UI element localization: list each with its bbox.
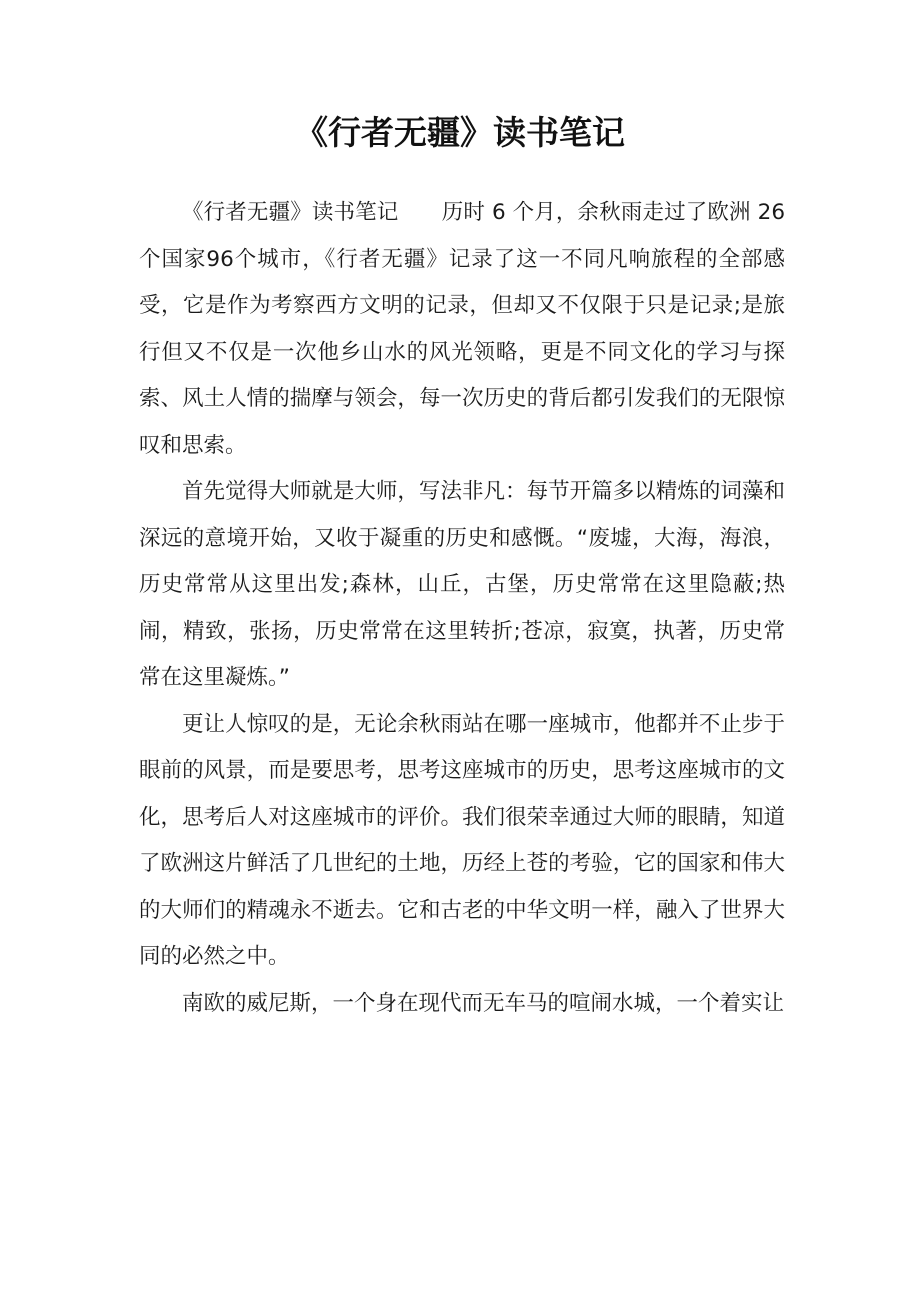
document-body	[139, 190, 792, 1027]
document-title: 《行者无疆》读书笔记	[295, 113, 625, 152]
paragraph-3: 更让人惊叹的是，无论余秋雨站在哪一座城市，他都并不止步于眼前的风景，而是要思考，思考这座城市的历史，思考这座城市的文化，思考后人对这座城市的评价。我们很荣幸通过大师的眼睛，知道了欧洲这片鲜活了几世纪的土地，历经上苍的考验，它的国家和伟大的大师们的精魂永不逝去。它和古老的中华文明一样，融入了世界大同的必然之中。	[139, 711, 785, 969]
paragraph-2: 首先觉得大师就是大师，写法非凡：每节开篇多以精炼的词藻和深远的意境开始，又收于凝重的历史和感慨。“废墟，大海，海浪，历史常常从这里出发;森林，山丘，古堡，历史常常在这里隐蔽;热闹，精致，张扬，历史常常在这里转折;苍凉，寂寞，执著，历史常常在这里凝炼。”	[139, 479, 785, 690]
paragraph-4: 南欧的威尼斯，一个身在现代而无车马的喧闹水城，一个着实让	[182, 990, 785, 1016]
paragraph-1: 《行者无疆》读书笔记 历时 6 个月，余秋雨走过了欧洲 26 个国家96个城市，《行者无疆》记录了这一不同凡响旅程的全部感受，它是作为考察西方文明的记录，但却又不仅限于只是记录;是旅行但又不仅是一次他乡山水的风光领略，更是不同文化的学习与探索、风土人情的揣摩与领会，每一次历史的背后都引发我们的无限惊叹和思索。	[139, 200, 792, 458]
